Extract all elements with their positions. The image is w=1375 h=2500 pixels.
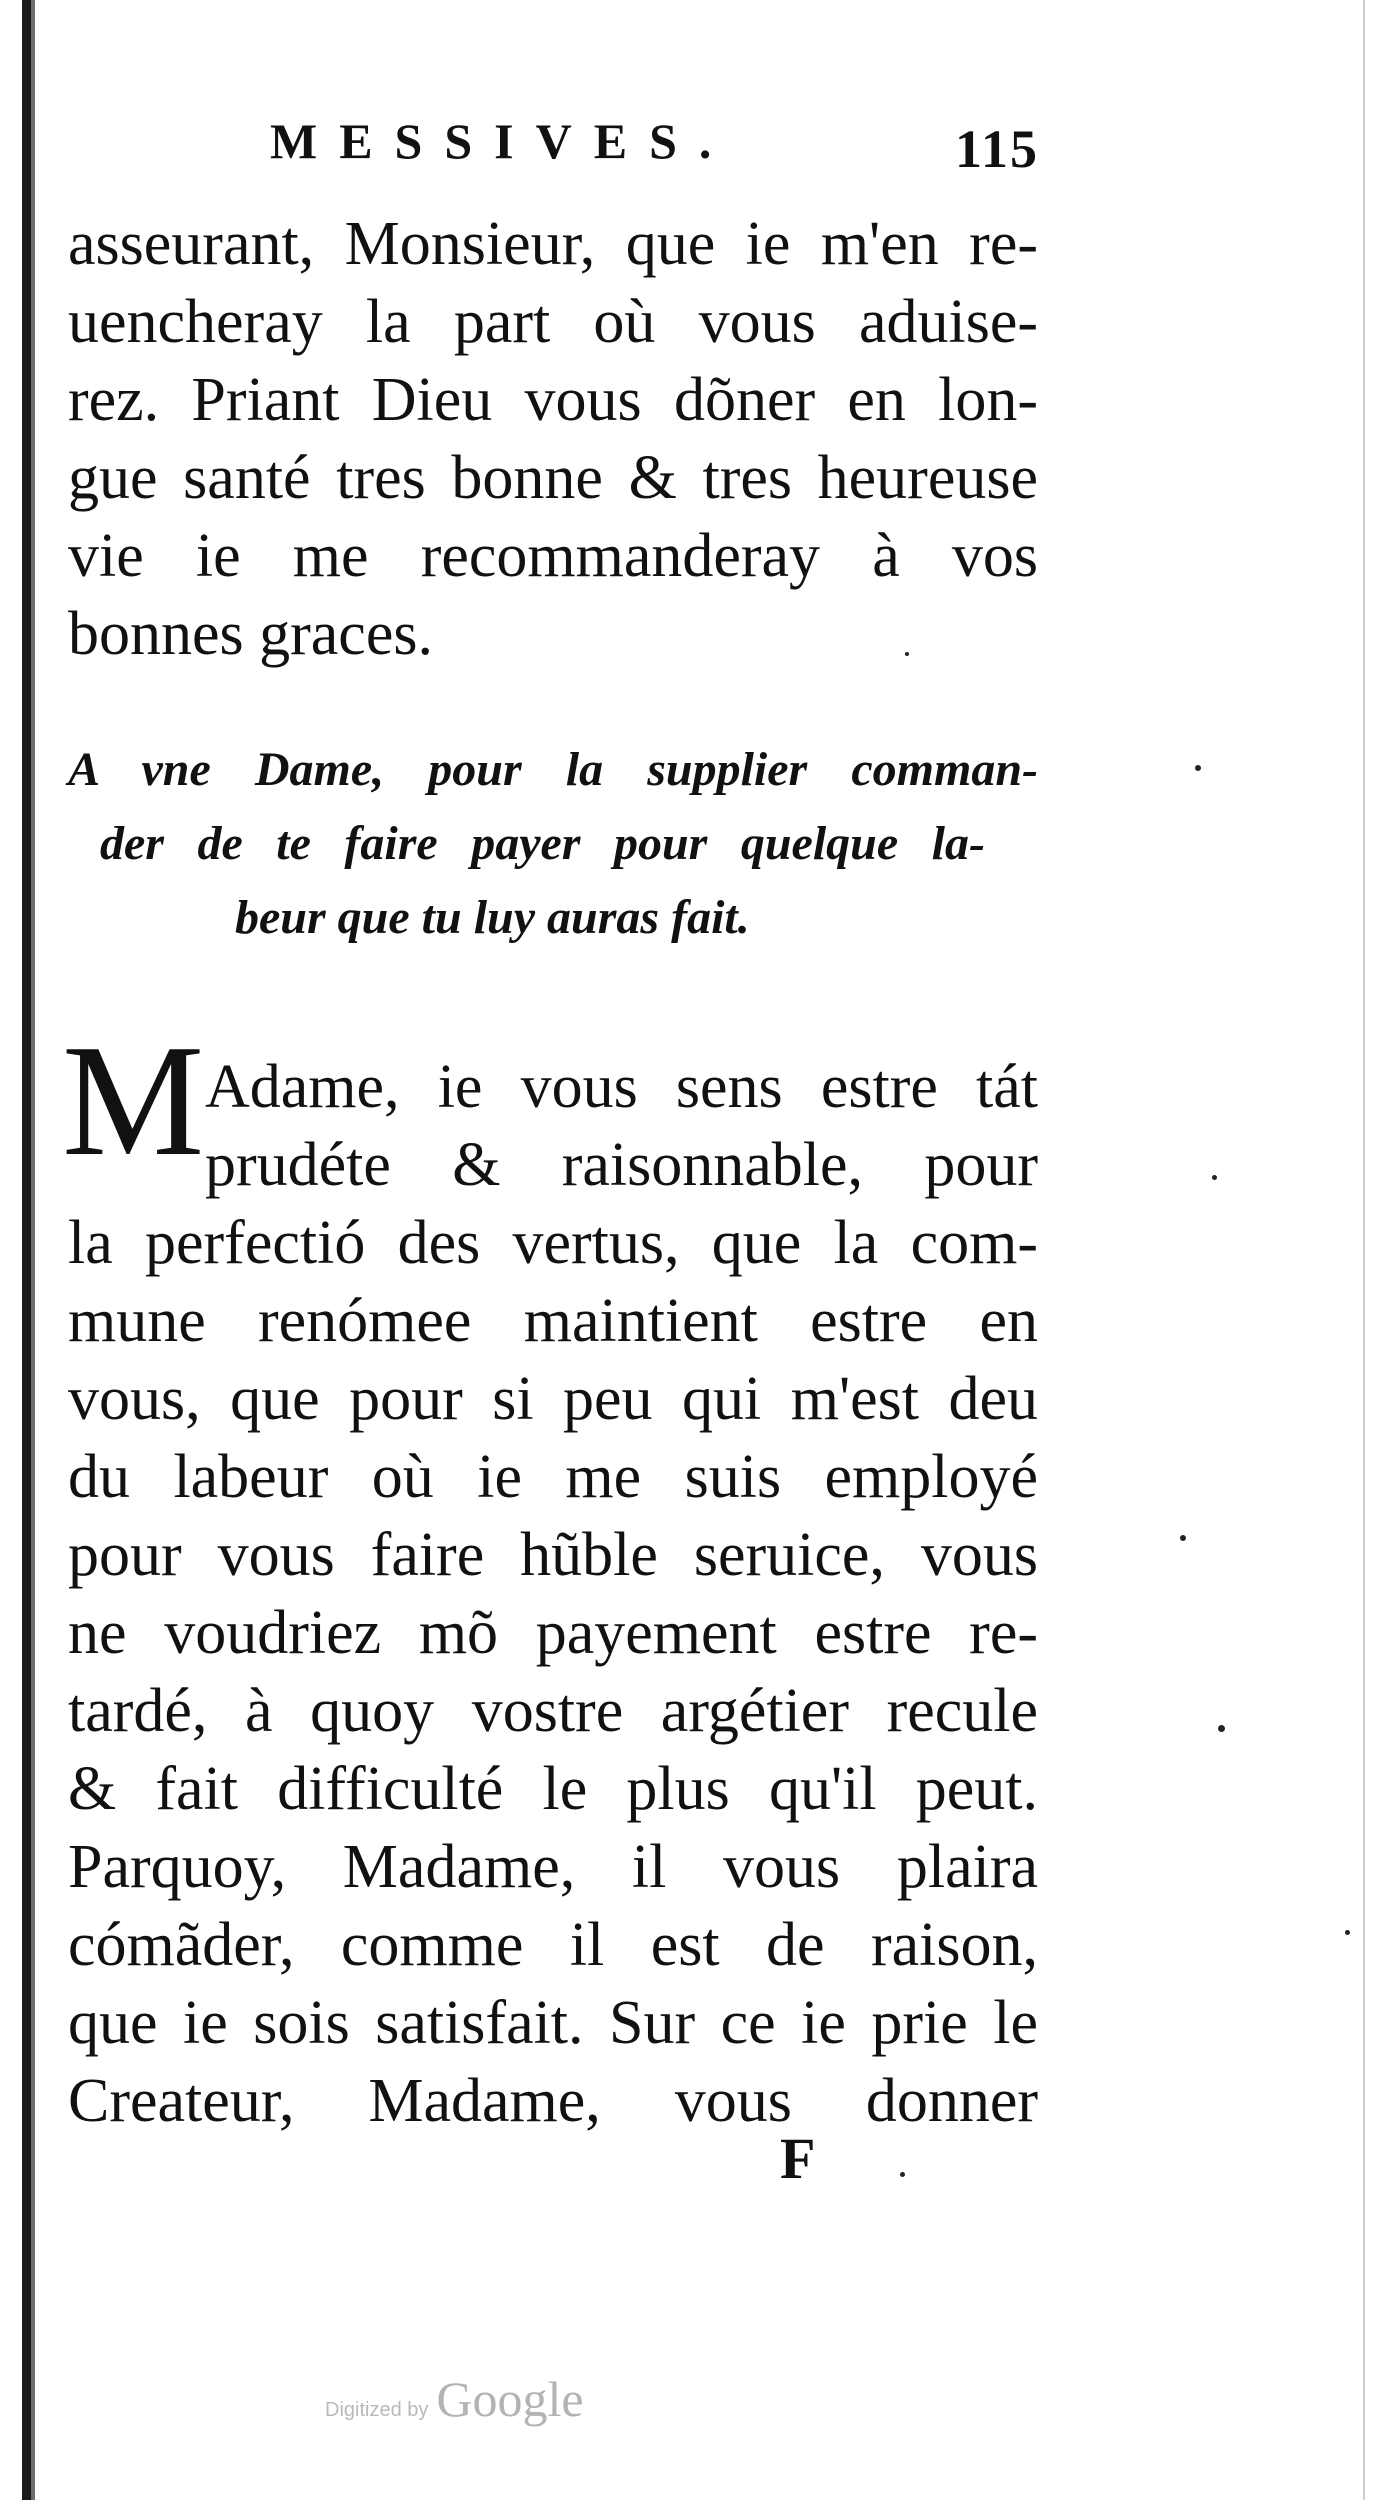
watermark-prefix: Digitized by (325, 2399, 429, 2421)
text-line: asseurant, Monsieur, que ie m'en re- (68, 210, 1038, 278)
text-line: gue santé tres bonne & tres heureuse (68, 444, 1038, 512)
running-head-title: MESSIVES. (270, 113, 734, 169)
text-line: du labeur où ie me suis employé (68, 1443, 1038, 1511)
scan-speck (1212, 1175, 1217, 1180)
text-line: que ie sois satisfait. Sur ce ie prie le (68, 1989, 1038, 2057)
scan-speck (905, 652, 909, 656)
page-number: 115 (955, 119, 1040, 179)
text-line: cómãder, comme il est de raison, (68, 1911, 1038, 1979)
drop-cap: M (62, 1011, 205, 1189)
text-line: pour vous faire hũble seruice, vous (68, 1521, 1038, 1589)
text-line: prudéte & raisonnable, pour (205, 1131, 1038, 1199)
scan-speck (1345, 1930, 1350, 1935)
text-line: vous, que pour si peu qui m'est deu (68, 1365, 1038, 1433)
text-line: uencheray la part où vous aduise- (68, 288, 1038, 356)
letter-heading-line: beur que tu luy auras fait. (235, 891, 750, 944)
binding-shadow (31, 0, 35, 2500)
text-line: la perfectió des vertus, que la com- (68, 1209, 1038, 1277)
letter-heading-line: A vne Dame, pour la supplier comman- (68, 743, 1038, 796)
text-line: vie ie me recommanderay à vos (68, 522, 1038, 590)
text-line: Adame, ie vous sens estre tát (205, 1053, 1038, 1121)
scan-speck (900, 2172, 905, 2177)
page-right-edge (1363, 0, 1365, 2500)
google-logo: Google (436, 2371, 584, 2427)
scan-speck (1180, 1535, 1186, 1541)
text-line: Createur, Madame, vous donner (68, 2067, 1038, 2135)
letter-heading-line: der de te faire payer pour quelque la- (100, 817, 985, 870)
text-line: mune renómee maintient estre en (68, 1287, 1038, 1355)
text-line: bonnes graces. (68, 600, 433, 668)
text-line: Parquoy, Madame, il vous plaira (68, 1833, 1038, 1901)
digitized-watermark (325, 2370, 584, 2428)
text-line: ne voudriez mõ payement estre re- (68, 1599, 1038, 1667)
binding-edge (22, 0, 31, 2500)
signature-mark: F (780, 2126, 816, 2191)
text-line: rez. Priant Dieu vous dõner en lon- (68, 366, 1038, 434)
text-line: tardé, à quoy vostre argétier recule (68, 1677, 1038, 1745)
scan-speck (1218, 1725, 1225, 1732)
scan-speck (1195, 765, 1201, 771)
text-line: & fait difficulté le plus qu'il peut. (68, 1755, 1038, 1823)
